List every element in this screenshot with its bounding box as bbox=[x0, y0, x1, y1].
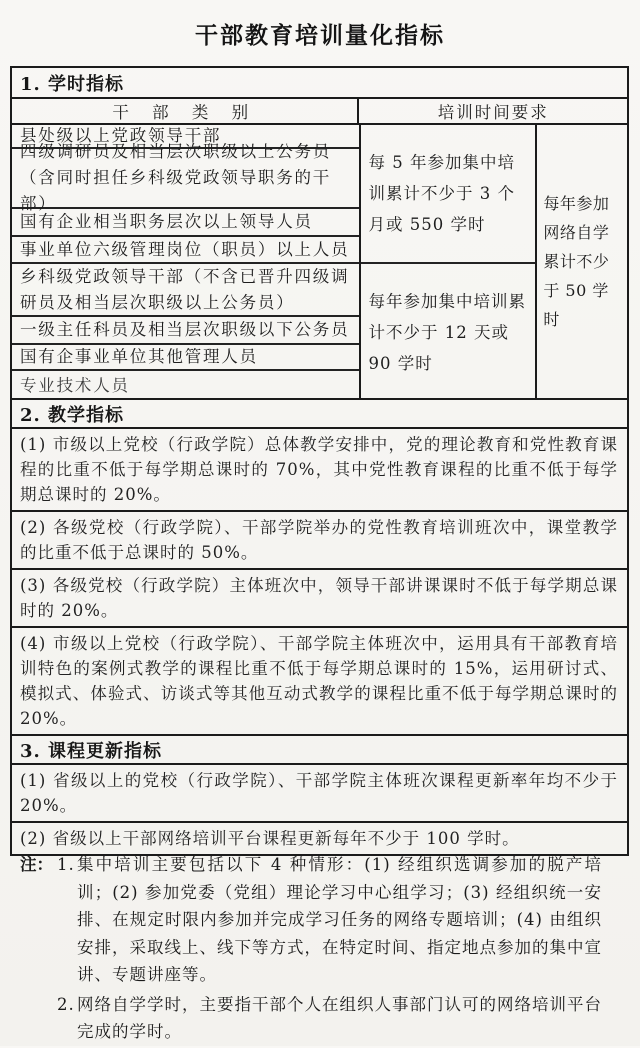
table-row: 国有企事业单位其他管理人员 bbox=[12, 345, 359, 371]
indicators-table bbox=[10, 66, 629, 856]
online-self-study-requirement: 每年参加网络自学累计不少于 50 学时 bbox=[543, 194, 610, 329]
footnotes bbox=[0, 851, 620, 1048]
section1-title: 1. 学时指标 bbox=[20, 74, 125, 95]
online-self-study-column bbox=[535, 125, 627, 398]
footnote-2-text: 网络自学学时，主要指干部个人在组织人事部门认可的网络培训平台完成的学时。 bbox=[77, 994, 602, 1041]
table-row: 国有企业相当职务层次以上领导人员 bbox=[12, 209, 359, 237]
table-row: 乡科级党政领导干部（不含已晋升四级调研员及相当层次职级以上公务员） bbox=[12, 264, 359, 317]
section2-item-3: (3) 各级党校（行政学院）主体班次中，领导干部讲课课时不低于每学期总课时的 20%。 bbox=[12, 568, 627, 626]
section2-item-1: (1) 市级以上党校（行政学院）总体教学安排中，党的理论教育和党性教育课程的比重不低于每学期总课时的 70%，其中党性教育课程的比重不低于每学期总课时的 20%。 bbox=[12, 427, 627, 510]
table-row: 专业技术人员 bbox=[20, 375, 130, 395]
header-cadre-category: 干 部 类 别 bbox=[12, 99, 359, 123]
centralized-training-requirement-other: 每年参加集中培训累计不少于 12 天或 90 学时 bbox=[368, 291, 526, 373]
centralized-training-requirement-senior: 每 5 年参加集中培训累计不少于 3 个月或 550 学时 bbox=[361, 125, 535, 264]
table-row: 县处级以上党政领导干部 bbox=[12, 125, 359, 149]
section2-item-2: (2) 各级党校（行政学院）、干部学院举办的党性教育培训班次中，课堂教学的比重不低于总课时的 50%。 bbox=[12, 510, 627, 568]
section2-title: 2. 教学指标 bbox=[12, 398, 627, 427]
footnote-label: 注： bbox=[20, 855, 53, 874]
cadre-category-column bbox=[12, 125, 359, 398]
section2-item-4: (4) 市级以上党校（行政学院）、干部学院主体班次中，运用具有干部教育培训特色的案例式教学的课程比重不低于每学期总课时的 15%，运用研讨式、模拟式、体验式、访谈式等其他互动式教学的课程比重不低于每学期总课时的 20%。 bbox=[12, 626, 627, 734]
footnote-2-number: 2. bbox=[57, 994, 75, 1014]
section1-body bbox=[12, 123, 627, 398]
section3-title: 3. 课程更新指标 bbox=[12, 734, 627, 763]
centralized-training-column bbox=[359, 125, 535, 398]
footnote-1-number: 1. bbox=[57, 855, 75, 874]
table-row: 事业单位六级管理岗位（职员）以上人员 bbox=[12, 237, 359, 264]
section1-header-row bbox=[12, 97, 627, 123]
footnote-1-text: 集中培训主要包括以下 4 种情形：(1) 经组织选调参加的脱产培训；(2) 参加党委（党组）理论学习中心组学习；(3) 经组织统一安排、在规定时限内参加并完成学习任务的网络专题培训；(4) 由组织安排，采取线上、线下等方式，在特定时间、指定地点参加的集中宣讲、专题讲座等。 bbox=[77, 855, 602, 984]
section3-item-2: (2) 省级以上干部网络培训平台课程更新每年不少于 100 学时。 bbox=[12, 821, 627, 854]
table-row: 一级主任科员及相当层次职级以下公务员 bbox=[12, 317, 359, 345]
footnote-2 bbox=[0, 991, 620, 1046]
document-title: 干部教育培训量化指标 bbox=[195, 22, 445, 49]
footnote-1 bbox=[0, 851, 620, 989]
header-training-time-requirement: 培训时间要求 bbox=[437, 103, 549, 122]
section3-item-1: (1) 省级以上的党校（行政学院）、干部学院主体班次课程更新率年均不少于 20%。 bbox=[12, 763, 627, 821]
table-row: 四级调研员及相当层次职级以上公务员（含同时担任乡科级党政领导职务的干部） bbox=[12, 149, 359, 209]
